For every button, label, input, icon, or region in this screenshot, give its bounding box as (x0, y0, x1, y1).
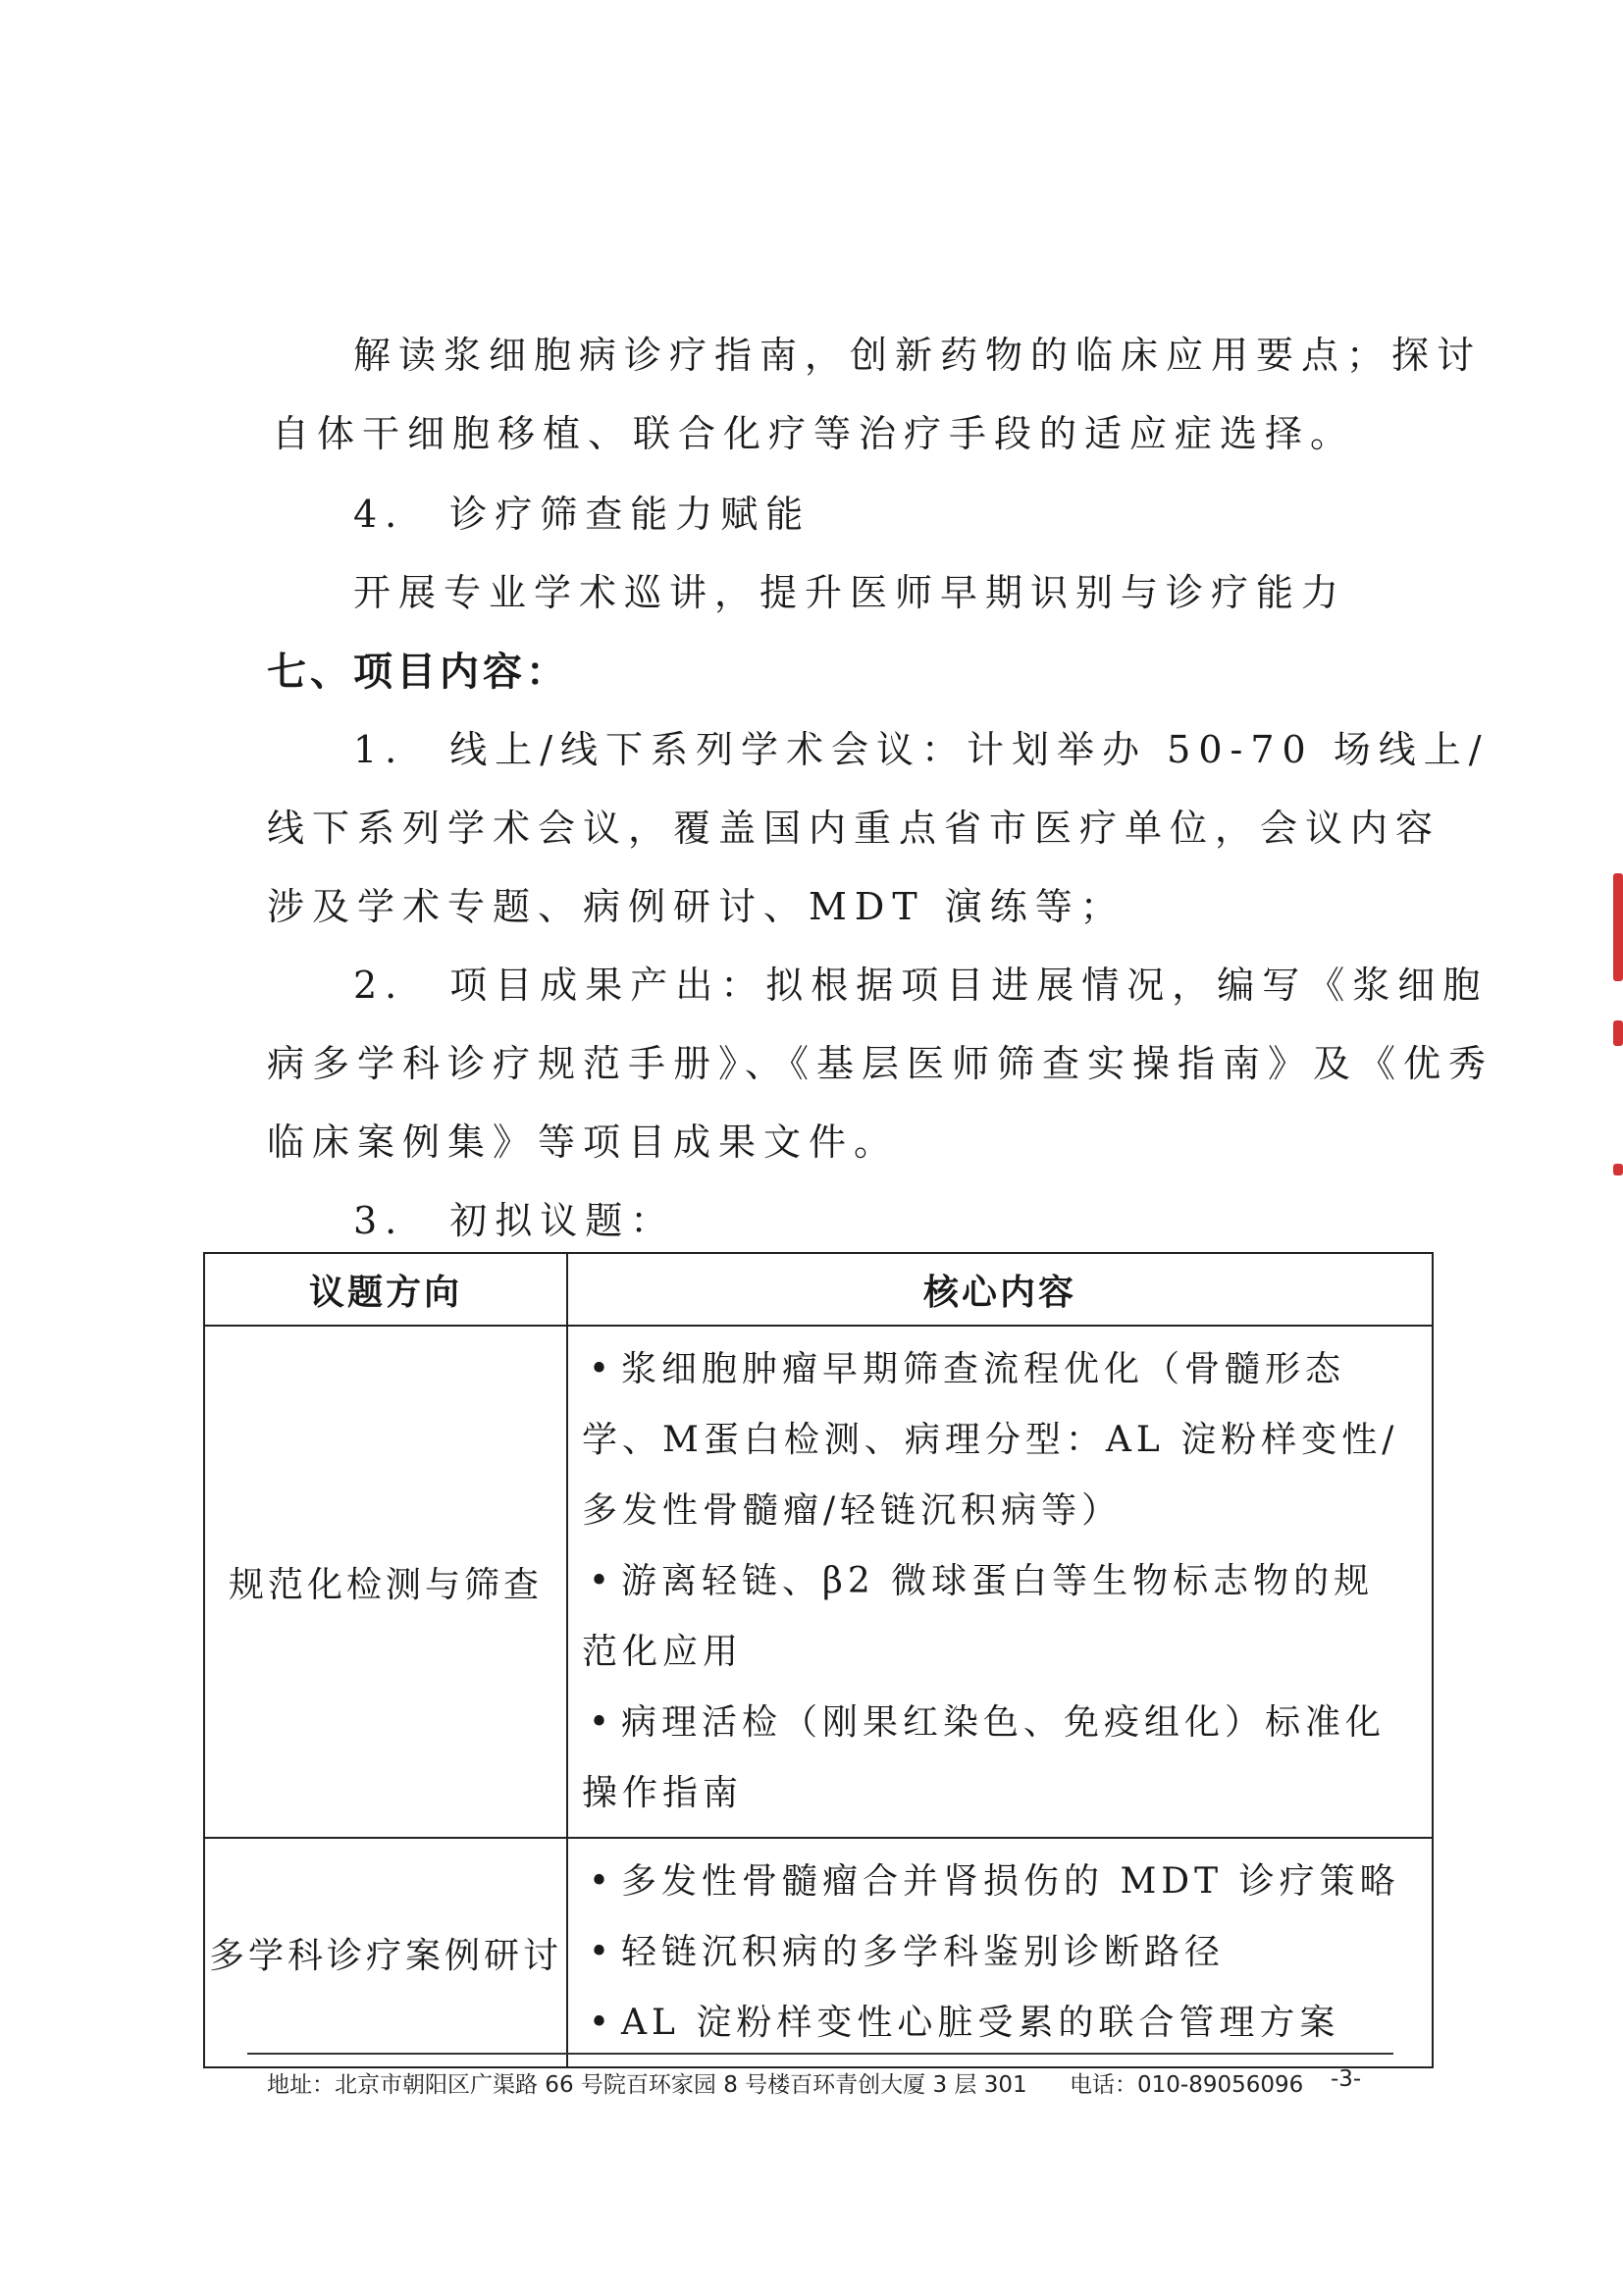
paragraph-line: 2. 项目成果产出：拟根据项目进展情况，编写《浆细胞 (353, 964, 1489, 1007)
list-item (582, 1546, 1414, 1688)
table-header-row (204, 1253, 1433, 1326)
topic-cell: 规范化检测与筛查 (204, 1326, 567, 1838)
paragraph-line: 自体干细胞移植、联合化疗等治疗手段的适应症选择。 (272, 412, 1356, 455)
footer-phone: 电话：010-89056096 (1070, 2072, 1304, 2098)
footer-divider (247, 2053, 1393, 2055)
table-row (204, 1838, 1433, 2067)
list-item-text: 游离轻链、β2 微球蛋白等生物标志物的规范化应用 (582, 1561, 1375, 1672)
table-header-topic: 议题方向 (204, 1253, 567, 1326)
paragraph-line: 1. 线上/线下系列学术会议：计划举办 50-70 场线上/ (353, 728, 1490, 771)
paragraph-line: 涉及学术专题、病例研讨、MDT 演练等； (267, 885, 1126, 928)
bullet-icon: • (588, 1861, 615, 1902)
seal-stamp-fragment (1613, 1164, 1623, 1175)
list-item-text: 多发性骨髓瘤合并肾损伤的 MDT 诊疗策略 (621, 1861, 1400, 1902)
list-item (582, 1334, 1414, 1546)
list-item-text: 病理活检（刚果红染色、免疫组化）标准化操作指南 (582, 1702, 1387, 1813)
seal-stamp-fragment (1613, 1020, 1623, 1046)
seal-stamp-fragment (1613, 873, 1623, 981)
section-heading: 七、项目内容： (267, 650, 569, 695)
list-item-text: 浆细胞肿瘤早期筛查流程优化（骨髓形态学、M蛋白检测、病理分型：AL 淀粉样变性/多发性骨髓瘤/轻链沉积病等） (582, 1349, 1399, 1531)
paragraph-line: 临床案例集》等项目成果文件。 (267, 1121, 900, 1164)
table-row (204, 1326, 1433, 1838)
page-number: -3- (1331, 2066, 1362, 2092)
paragraph-line: 3. 初拟议题： (353, 1199, 676, 1242)
bullet-icon: • (588, 1349, 615, 1389)
bullet-icon: • (588, 1932, 615, 1972)
bullet-icon: • (588, 2003, 615, 2043)
paragraph-line: 线下系列学术会议，覆盖国内重点省市医疗单位，会议内容 (267, 807, 1441, 850)
footer-address: 地址：北京市朝阳区广渠路 66 号院百环家园 8 号楼百环青创大厦 3 层 301 (267, 2072, 1027, 2098)
item-4-description: 开展专业学术巡讲，提升医师早期识别与诊疗能力 (353, 571, 1347, 614)
item-4-title: 4. 诊疗筛查能力赋能 (353, 493, 812, 536)
list-item (582, 1988, 1414, 2059)
topic-table (203, 1252, 1434, 2068)
list-item (582, 1917, 1414, 1988)
list-item-text: AL 淀粉样变性心脏受累的联合管理方案 (621, 2003, 1340, 2043)
content-cell (567, 1326, 1433, 1838)
list-item (582, 1688, 1414, 1829)
list-item (582, 1847, 1414, 1917)
paragraph-line: 解读浆细胞病诊疗指南，创新药物的临床应用要点；探讨 (353, 334, 1483, 377)
content-cell (567, 1838, 1433, 2067)
bullet-icon: • (588, 1702, 615, 1743)
bullet-icon: • (588, 1561, 615, 1601)
list-item-text: 轻链沉积病的多学科鉴别诊断路径 (621, 1932, 1226, 1972)
table-header-content: 核心内容 (567, 1253, 1433, 1326)
paragraph-line: 病多学科诊疗规范手册》、《基层医师筛查实操指南》及《优秀 (267, 1042, 1494, 1085)
topic-cell: 多学科诊疗案例研讨 (204, 1838, 567, 2067)
